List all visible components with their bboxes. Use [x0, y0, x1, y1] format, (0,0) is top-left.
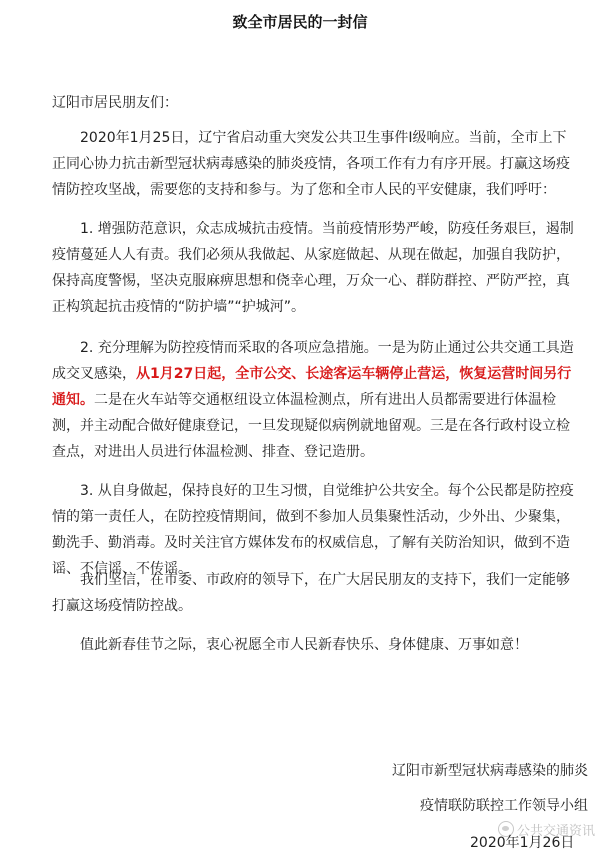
paragraph-belief-text: 我们坚信，在市委、市政府的领导下，在广大居民朋友的支持下，我们一定能够打赢这场疫情防控战。 [52, 572, 570, 614]
paragraph-point-2-text-a: 2. 充分理解为防控疫情而采取的各项应急措施。一是为防止通过公共交通工具造成交叉感染， [52, 340, 574, 382]
paragraph-intro-text: 2020年1月25日，辽宁省启动重大突发公共卫生事件Ⅰ级响应。当前，全市上下正同心协力抗击新型冠状病毒感染的肺炎疫情，各项工作有力有序开展。打赢这场疫情防控攻坚战，需要您的支持和参与。为了您和全市人民的平安健康，我们呼吁： [52, 130, 570, 198]
paragraph-greeting-text: 值此新春佳节之际，衷心祝愿全市人民新春快乐、身体健康、万事如意！ [80, 637, 528, 653]
paragraph-greeting [52, 632, 574, 658]
highlighted-notice: 从1月27日起，全市公交、长途客运车辆停止营运，恢复运营时间另行通知。 [52, 366, 572, 408]
signature-line-1: 辽阳市新型冠状病毒感染的肺炎 [392, 763, 588, 779]
paragraph-intro [52, 125, 574, 203]
paragraph-point-1-text: 1. 增强防范意识，众志成城抗击疫情。当前疫情形势严峻，防疫任务艰巨，遏制疫情蔓延人人有责。我们必须从我做起、从家庭做起、从现在做起，加强自我防护，保持高度警惕，坚决克服麻痹思想和侥幸心理，万众一心、群防群控、严防严控，真正构筑起抗击疫情的“防护墙”“护城河”。 [52, 221, 574, 315]
paragraph-belief [52, 567, 574, 619]
letter-title: 致全市居民的一封信 [232, 13, 368, 31]
watermark-text: 公共交通资讯 [517, 824, 596, 839]
paragraph-point-1 [52, 216, 574, 320]
letter-date: 2020年1月26日 [470, 835, 575, 851]
signature-line-2: 疫情联防联控工作领导小组 [420, 798, 588, 814]
paragraph-point-2-text-b: 二是在火车站等交通枢纽设立体温检测点，所有进出人员都需要进行体温检测，并主动配合做好健康登记，一旦发现疑似病例就地留观。三是在各行政村设立检查点，对进出人员进行体温检测、排查、登记造册。 [52, 392, 570, 460]
salutation: 辽阳市居民朋友们： [52, 95, 178, 111]
paragraph-point-3-text: 3. 从自身做起，保持良好的卫生习惯，自觉维护公共安全。每个公民都是防控疫情的第一责任人，在防控疫情期间，做到不参加人员集聚性活动，少外出、少聚集，勤洗手、勤消毒。及时关注官方媒体发布的权威信息，了解有关防治知识，做到不造谣、不信谣、不传谣。 [52, 483, 574, 577]
paragraph-point-2 [52, 335, 574, 465]
